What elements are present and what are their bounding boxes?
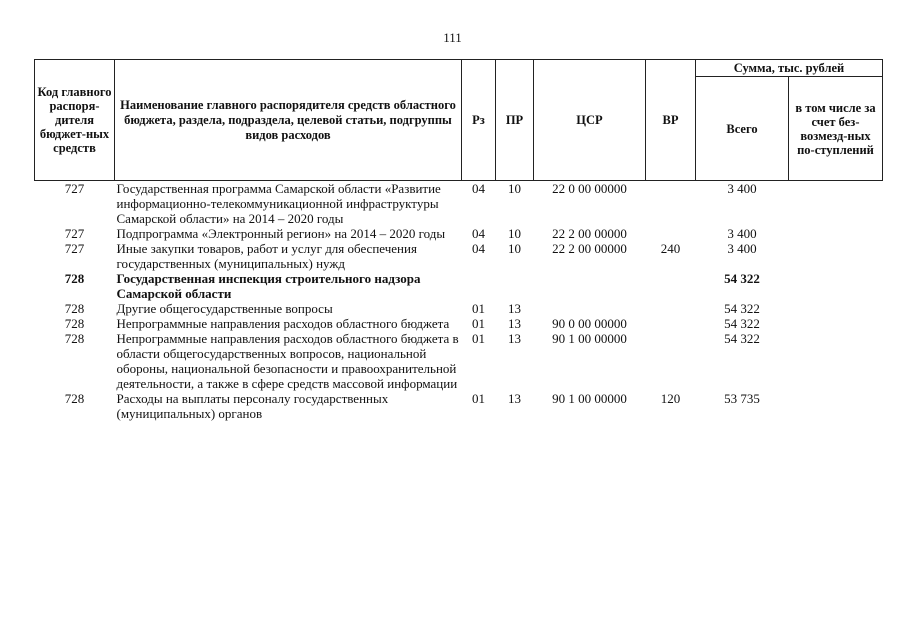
cell-total: 54 322: [724, 271, 760, 286]
cell-code: 727: [64, 241, 85, 256]
cell-csr: 90 0 00 00000: [552, 316, 627, 331]
cell-csr: [534, 301, 646, 316]
table-row: [35, 316, 883, 331]
cell-rz: 04: [472, 241, 485, 256]
table-row: [35, 181, 883, 227]
cell-incl: [789, 271, 883, 301]
cell-rz: 04: [472, 181, 485, 196]
page-number: 111: [443, 30, 462, 45]
cell-pr: 13: [508, 316, 521, 331]
cell-csr: 22 2 00 00000: [552, 226, 627, 241]
table-row: [35, 301, 883, 316]
cell-pr: 10: [508, 241, 521, 256]
cell-vr: 240: [660, 241, 681, 256]
cell-total: 54 322: [724, 316, 760, 331]
cell-csr: 90 1 00 00000: [552, 331, 627, 346]
cell-incl: [789, 301, 883, 316]
header-csr: ЦСР: [534, 60, 646, 181]
cell-total: 3 400: [727, 226, 757, 241]
cell-rz: 01: [472, 391, 485, 406]
cell-name: Иные закупки товаров, работ и услуг для обеспечения государственных (муниципальных) нужд: [116, 241, 417, 271]
cell-vr: [646, 181, 696, 227]
cell-code: 728: [64, 331, 85, 346]
cell-incl: [789, 391, 883, 421]
cell-name: Непрограммные направления расходов областного бюджета в области общегосударственных вопросов, национальной обороны, национальной безопасности и правоохранительной деятельности, а также в сфере средств массовой информации: [116, 331, 459, 391]
cell-total: 53 735: [724, 391, 760, 406]
header-sum: Сумма, тыс. рублей: [696, 60, 883, 77]
cell-code: 727: [64, 226, 85, 241]
cell-vr: [646, 331, 696, 391]
cell-rz: 04: [472, 226, 485, 241]
cell-name: Подпрограмма «Электронный регион» на 2014 – 2020 годы: [116, 226, 446, 241]
table-row: [35, 226, 883, 241]
cell-name: Другие общегосударственные вопросы: [116, 301, 333, 316]
header-code: Код главного распоря-дителя бюджет-ных средств: [35, 60, 115, 181]
cell-pr: 13: [508, 301, 521, 316]
table-row: [35, 331, 883, 391]
cell-name: Государственная инспекция строительного надзора Самарской области: [116, 271, 421, 301]
table-body: [35, 181, 883, 422]
cell-csr: [534, 271, 646, 301]
cell-incl: [789, 241, 883, 271]
budget-table: [34, 59, 883, 421]
cell-name: Государственная программа Самарской области «Развитие информационно-телекоммуникационной инфраструктуры Самарской области» на 2014 – 2020 годы: [116, 181, 441, 226]
cell-rz: 01: [472, 301, 485, 316]
cell-total: 54 322: [724, 331, 760, 346]
cell-vr: 120: [660, 391, 681, 406]
cell-vr: [646, 271, 696, 301]
cell-vr: [646, 226, 696, 241]
cell-name: Расходы на выплаты персоналу государственных (муниципальных) органов: [116, 391, 389, 421]
header-pr: ПР: [496, 60, 534, 181]
cell-incl: [789, 226, 883, 241]
cell-pr: 10: [508, 226, 521, 241]
cell-incl: [789, 181, 883, 227]
cell-code: 728: [64, 301, 85, 316]
cell-rz: 01: [472, 316, 485, 331]
table-header: [35, 60, 883, 181]
cell-pr: 10: [508, 181, 521, 196]
table-row: [35, 241, 883, 271]
cell-pr: 13: [508, 331, 521, 346]
cell-code: 728: [64, 271, 85, 286]
cell-rz: [462, 271, 496, 301]
cell-vr: [646, 316, 696, 331]
cell-incl: [789, 316, 883, 331]
cell-code: 727: [64, 181, 85, 196]
cell-csr: 22 2 00 00000: [552, 241, 627, 256]
table-row: [35, 391, 883, 421]
header-total: Всего: [696, 77, 789, 181]
header-incl: в том числе за счет без-возмезд-ных по-ступлений: [789, 77, 883, 181]
cell-name: Непрограммные направления расходов областного бюджета: [116, 316, 450, 331]
cell-total: 3 400: [727, 241, 757, 256]
cell-csr: 22 0 00 00000: [552, 181, 627, 196]
cell-pr: 13: [508, 391, 521, 406]
header-name: Наименование главного распорядителя средств областного бюджета, раздела, подраздела, целевой статьи, подгруппы видов расходов: [115, 60, 462, 181]
cell-code: 728: [64, 316, 85, 331]
cell-csr: 90 1 00 00000: [552, 391, 627, 406]
cell-incl: [789, 331, 883, 391]
cell-code: 728: [64, 391, 85, 406]
table-row: [35, 271, 883, 301]
cell-pr: [496, 271, 534, 301]
header-vr: ВР: [646, 60, 696, 181]
cell-rz: 01: [472, 331, 485, 346]
cell-total: 3 400: [727, 181, 757, 196]
cell-total: 54 322: [724, 301, 760, 316]
header-rz: Рз: [462, 60, 496, 181]
cell-vr: [646, 301, 696, 316]
